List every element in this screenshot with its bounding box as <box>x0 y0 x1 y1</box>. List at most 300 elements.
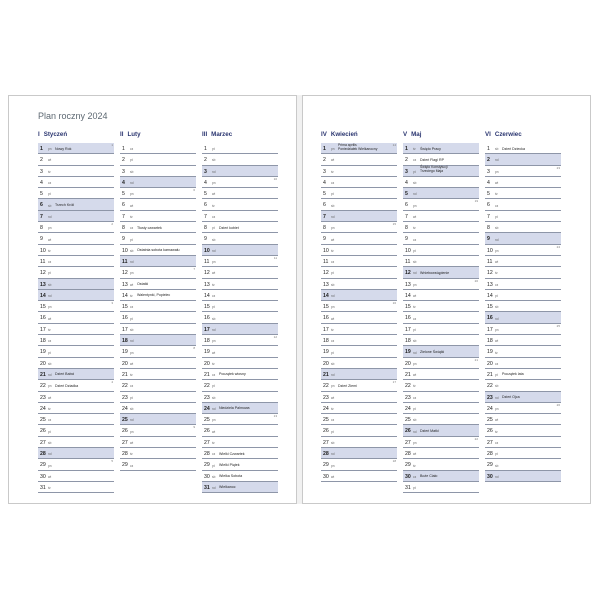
day-row[interactable] <box>202 290 278 301</box>
week-number: 15 <box>392 222 396 227</box>
day-row[interactable] <box>120 233 196 244</box>
day-row[interactable] <box>321 425 397 436</box>
day-row[interactable] <box>403 392 479 403</box>
day-row[interactable] <box>321 437 397 448</box>
day-row[interactable] <box>403 324 479 335</box>
day-number: 20 <box>40 360 46 367</box>
day-row[interactable] <box>202 279 278 290</box>
day-row[interactable] <box>403 233 479 244</box>
day-row[interactable] <box>485 177 561 188</box>
day-number: 27 <box>122 439 128 446</box>
day-note: Dzień Dziecka <box>502 146 525 151</box>
weekday-abbrev: pn <box>130 271 134 276</box>
day-number: 26 <box>204 428 210 435</box>
day-row[interactable] <box>403 482 479 493</box>
day-row[interactable] <box>403 459 479 470</box>
day-number: 15 <box>487 304 493 311</box>
day-row[interactable] <box>321 166 397 177</box>
day-row[interactable] <box>403 267 479 278</box>
weekday-abbrev: sb <box>413 339 417 344</box>
day-number: 11 <box>40 258 46 265</box>
day-row[interactable] <box>485 471 561 482</box>
day-row[interactable] <box>321 448 397 459</box>
day-row[interactable] <box>403 245 479 256</box>
day-row[interactable] <box>38 312 114 323</box>
weekday-abbrev: śr <box>212 361 215 366</box>
left-page <box>8 95 297 504</box>
day-row[interactable] <box>485 188 561 199</box>
day-row[interactable] <box>485 233 561 244</box>
day-row[interactable] <box>403 448 479 459</box>
day-row[interactable] <box>485 380 561 391</box>
day-row[interactable] <box>120 154 196 165</box>
day-row[interactable] <box>38 482 114 493</box>
day-row[interactable] <box>120 267 196 278</box>
day-number: 24 <box>40 405 46 412</box>
weekday-abbrev: sb <box>130 327 134 332</box>
day-row[interactable] <box>321 403 397 414</box>
day-row[interactable] <box>321 222 397 233</box>
day-row[interactable] <box>403 380 479 391</box>
day-row[interactable] <box>38 448 114 459</box>
weekday-abbrev: śr <box>48 327 51 332</box>
day-row[interactable] <box>321 358 397 369</box>
weekday-abbrev: wt <box>48 395 52 400</box>
day-row[interactable] <box>485 335 561 346</box>
day-row[interactable] <box>202 324 278 335</box>
day-row[interactable] <box>321 459 397 470</box>
day-row[interactable] <box>485 392 561 403</box>
day-row[interactable] <box>120 279 196 290</box>
day-row[interactable] <box>485 312 561 323</box>
day-row[interactable] <box>485 358 561 369</box>
week-number: 11 <box>273 255 277 260</box>
day-number: 16 <box>487 315 493 322</box>
weekday-abbrev: śr <box>48 169 51 174</box>
day-row[interactable] <box>38 392 114 403</box>
day-row[interactable] <box>321 211 397 222</box>
day-row[interactable] <box>120 188 196 199</box>
day-row[interactable] <box>485 199 561 210</box>
day-number: 12 <box>40 270 46 277</box>
day-row[interactable] <box>485 222 561 233</box>
day-row[interactable] <box>120 380 196 391</box>
weekday-abbrev: nd <box>413 350 417 355</box>
day-row[interactable] <box>38 380 114 391</box>
day-row[interactable] <box>202 403 278 414</box>
weekday-abbrev: śr <box>212 440 215 445</box>
weekday-abbrev: cz <box>413 316 417 321</box>
day-number: 17 <box>487 326 493 333</box>
day-row[interactable] <box>202 425 278 436</box>
day-row[interactable] <box>202 471 278 482</box>
day-row[interactable] <box>321 267 397 278</box>
weekday-abbrev: cz <box>413 395 417 400</box>
day-row[interactable] <box>403 425 479 436</box>
day-row[interactable] <box>38 154 114 165</box>
day-row[interactable] <box>202 211 278 222</box>
day-row[interactable] <box>321 335 397 346</box>
month-name: Kwiecień <box>330 131 358 138</box>
weekday-abbrev: śr <box>495 271 498 276</box>
day-row[interactable] <box>403 403 479 414</box>
weekday-abbrev: pt <box>495 214 498 219</box>
day-number: 14 <box>122 292 128 299</box>
weekday-abbrev: pt <box>413 327 416 332</box>
day-row[interactable] <box>485 414 561 425</box>
day-number: 10 <box>122 247 128 254</box>
day-row[interactable] <box>120 448 196 459</box>
day-row[interactable] <box>403 369 479 380</box>
weekday-abbrev: pt <box>413 248 416 253</box>
day-number: 3 <box>204 168 207 175</box>
day-row[interactable] <box>321 279 397 290</box>
day-row[interactable] <box>38 403 114 414</box>
day-row[interactable] <box>403 414 479 425</box>
day-row[interactable] <box>38 414 114 425</box>
day-row[interactable] <box>38 459 114 470</box>
day-row[interactable] <box>485 369 561 380</box>
weekday-abbrev: wt <box>48 316 52 321</box>
day-number: 17 <box>122 326 128 333</box>
day-row[interactable] <box>38 233 114 244</box>
day-row[interactable] <box>38 279 114 290</box>
day-number: 7 <box>122 213 125 220</box>
weekday-abbrev: śr <box>130 373 133 378</box>
day-row[interactable] <box>485 166 561 177</box>
day-row[interactable] <box>321 369 397 380</box>
day-row[interactable] <box>403 437 479 448</box>
day-row[interactable] <box>38 199 114 210</box>
day-number: 25 <box>40 417 46 424</box>
day-number: 5 <box>122 191 125 198</box>
day-number: 27 <box>323 439 329 446</box>
day-row[interactable] <box>485 256 561 267</box>
day-row[interactable] <box>485 290 561 301</box>
day-note: Boże Ciało <box>420 474 438 479</box>
day-row[interactable] <box>202 358 278 369</box>
day-row[interactable] <box>485 425 561 436</box>
weekday-abbrev: sb <box>212 316 216 321</box>
day-row[interactable] <box>403 290 479 301</box>
weekday-abbrev: wt <box>331 237 335 242</box>
day-row[interactable] <box>120 256 196 267</box>
day-row[interactable] <box>38 437 114 448</box>
day-row[interactable] <box>403 143 479 154</box>
day-row[interactable] <box>321 392 397 403</box>
day-note: Niedziela Palmowa <box>219 406 250 411</box>
day-note: Początek wiosny <box>219 372 246 377</box>
weekday-abbrev: wt <box>331 395 335 400</box>
day-row[interactable] <box>321 471 397 482</box>
day-note: Dzień kobiet <box>219 225 239 230</box>
day-note: Zielone Świątki <box>420 349 445 354</box>
day-number: 16 <box>323 315 329 322</box>
day-number: 31 <box>40 484 46 491</box>
day-number: 3 <box>487 168 490 175</box>
day-number: 6 <box>487 202 490 209</box>
day-row[interactable] <box>321 346 397 357</box>
day-number: 30 <box>487 473 493 480</box>
day-row[interactable] <box>202 414 278 425</box>
weekday-abbrev: cz <box>495 203 499 208</box>
day-row[interactable] <box>202 256 278 267</box>
day-row[interactable] <box>485 211 561 222</box>
day-number: 21 <box>122 371 128 378</box>
day-row[interactable] <box>120 222 196 233</box>
day-row[interactable] <box>202 143 278 154</box>
week-number: 17 <box>392 380 396 385</box>
day-row[interactable] <box>120 403 196 414</box>
month-roman-numeral: I <box>38 131 40 138</box>
day-row[interactable] <box>403 199 479 210</box>
weekday-abbrev: cz <box>413 237 417 242</box>
day-row[interactable] <box>485 437 561 448</box>
weekday-abbrev: pn <box>495 248 499 253</box>
day-row[interactable] <box>120 346 196 357</box>
day-number: 26 <box>405 428 411 435</box>
weekday-abbrev: cz <box>48 260 52 265</box>
day-row[interactable] <box>485 301 561 312</box>
day-row[interactable] <box>485 267 561 278</box>
weekday-abbrev: nd <box>495 237 499 242</box>
weekday-abbrev: nd <box>48 294 52 299</box>
day-row[interactable] <box>120 199 196 210</box>
day-row[interactable] <box>321 324 397 335</box>
day-number: 22 <box>405 383 411 390</box>
weekday-abbrev: śr <box>495 192 498 197</box>
day-row[interactable] <box>202 369 278 380</box>
weekday-abbrev: śr <box>212 203 215 208</box>
day-number: 25 <box>487 417 493 424</box>
day-row[interactable] <box>403 154 479 165</box>
day-row[interactable] <box>202 335 278 346</box>
day-note: Święto Pracy <box>420 146 441 151</box>
day-number: 28 <box>40 451 46 458</box>
weekday-abbrev: pt <box>413 407 416 412</box>
day-row[interactable] <box>38 301 114 312</box>
day-note: Dzień Flagi RP <box>420 157 444 162</box>
month-name: Marzec <box>211 131 233 138</box>
day-row[interactable] <box>403 358 479 369</box>
weekday-abbrev: pt <box>212 463 215 468</box>
day-number: 17 <box>323 326 329 333</box>
day-row[interactable] <box>202 482 278 493</box>
weekday-abbrev: wt <box>212 350 216 355</box>
day-note: Wielkanoc <box>219 485 236 490</box>
day-row[interactable] <box>202 177 278 188</box>
weekday-abbrev: wt <box>130 282 134 287</box>
day-row[interactable] <box>321 154 397 165</box>
day-row[interactable] <box>202 166 278 177</box>
day-row[interactable] <box>202 346 278 357</box>
day-row[interactable] <box>120 245 196 256</box>
weekday-abbrev: cz <box>130 226 134 231</box>
day-row[interactable] <box>485 154 561 165</box>
weekday-abbrev: nd <box>212 486 216 491</box>
weekday-abbrev: nd <box>130 260 134 265</box>
day-row[interactable] <box>403 222 479 233</box>
day-row[interactable] <box>120 459 196 470</box>
day-row[interactable] <box>38 188 114 199</box>
day-row[interactable] <box>38 369 114 380</box>
day-row[interactable] <box>38 222 114 233</box>
day-row[interactable] <box>202 267 278 278</box>
weekday-abbrev: wt <box>413 294 417 299</box>
day-row[interactable] <box>120 166 196 177</box>
day-row[interactable] <box>120 335 196 346</box>
day-row[interactable] <box>120 414 196 425</box>
day-row[interactable] <box>485 403 561 414</box>
day-row[interactable] <box>485 245 561 256</box>
day-row[interactable] <box>403 301 479 312</box>
day-row[interactable] <box>202 448 278 459</box>
day-row[interactable] <box>202 188 278 199</box>
day-row[interactable] <box>403 211 479 222</box>
day-row[interactable] <box>485 324 561 335</box>
day-row[interactable] <box>202 380 278 391</box>
month-heading <box>202 131 278 143</box>
day-row[interactable] <box>321 290 397 301</box>
day-row[interactable] <box>38 335 114 346</box>
day-row[interactable] <box>120 369 196 380</box>
month-column <box>403 131 479 493</box>
day-row[interactable] <box>38 177 114 188</box>
weekday-abbrev: sb <box>413 260 417 265</box>
day-row[interactable] <box>485 448 561 459</box>
day-row[interactable] <box>321 233 397 244</box>
day-number: 29 <box>204 462 210 469</box>
day-row[interactable] <box>202 245 278 256</box>
day-row[interactable] <box>202 222 278 233</box>
weekday-abbrev: pt <box>212 384 215 389</box>
day-row[interactable] <box>38 425 114 436</box>
weekday-abbrev: pn <box>130 192 134 197</box>
weekday-abbrev: nd <box>48 214 52 219</box>
day-row[interactable] <box>120 437 196 448</box>
day-row[interactable] <box>321 414 397 425</box>
weekday-abbrev: pn <box>212 418 216 423</box>
month-roman-numeral: VI <box>485 131 491 138</box>
day-row[interactable] <box>403 177 479 188</box>
day-row[interactable] <box>38 245 114 256</box>
day-number: 7 <box>487 213 490 220</box>
weekday-abbrev: sb <box>495 463 499 468</box>
day-row[interactable] <box>321 177 397 188</box>
day-row[interactable] <box>120 425 196 436</box>
day-row[interactable] <box>403 335 479 346</box>
day-row[interactable] <box>202 301 278 312</box>
day-row[interactable] <box>120 358 196 369</box>
day-row[interactable] <box>38 290 114 301</box>
day-row[interactable] <box>120 290 196 301</box>
day-row[interactable] <box>321 380 397 391</box>
day-row[interactable] <box>403 346 479 357</box>
day-row[interactable] <box>321 143 397 154</box>
day-row[interactable] <box>120 324 196 335</box>
day-number: 12 <box>323 270 329 277</box>
day-row[interactable] <box>202 154 278 165</box>
day-row[interactable] <box>485 143 561 154</box>
weekday-abbrev: pt <box>331 350 334 355</box>
weekday-abbrev: sb <box>495 226 499 231</box>
day-number: 17 <box>204 326 210 333</box>
day-row[interactable] <box>202 233 278 244</box>
day-number: 9 <box>487 236 490 243</box>
day-number: 22 <box>204 383 210 390</box>
day-row[interactable] <box>403 166 479 177</box>
day-row[interactable] <box>202 392 278 403</box>
day-row[interactable] <box>38 358 114 369</box>
day-row[interactable] <box>38 267 114 278</box>
day-row[interactable] <box>321 256 397 267</box>
weekday-abbrev: wt <box>495 181 499 186</box>
day-row[interactable] <box>321 312 397 323</box>
day-row[interactable] <box>202 437 278 448</box>
day-row[interactable] <box>38 211 114 222</box>
day-row[interactable] <box>38 256 114 267</box>
day-number: 9 <box>323 236 326 243</box>
day-row[interactable] <box>321 245 397 256</box>
day-row[interactable] <box>202 459 278 470</box>
day-row[interactable] <box>403 312 479 323</box>
day-row[interactable] <box>38 324 114 335</box>
weekday-abbrev: pt <box>413 486 416 491</box>
day-row[interactable] <box>38 346 114 357</box>
day-number: 14 <box>405 292 411 299</box>
day-row[interactable] <box>403 188 479 199</box>
day-row[interactable] <box>120 301 196 312</box>
day-number: 19 <box>204 349 210 356</box>
weekday-abbrev: pn <box>495 327 499 332</box>
day-row[interactable] <box>38 471 114 482</box>
day-row[interactable] <box>485 459 561 470</box>
day-row[interactable] <box>321 301 397 312</box>
day-row[interactable] <box>120 211 196 222</box>
weekday-abbrev: sb <box>212 237 216 242</box>
day-row[interactable] <box>202 199 278 210</box>
day-row[interactable] <box>485 346 561 357</box>
day-number: 7 <box>405 213 408 220</box>
day-note: Początek lata <box>502 372 524 377</box>
weekday-abbrev: wt <box>495 418 499 423</box>
day-number: 30 <box>204 473 210 480</box>
day-row[interactable] <box>321 199 397 210</box>
day-number: 13 <box>405 281 411 288</box>
day-row[interactable] <box>38 166 114 177</box>
day-number: 10 <box>323 247 329 254</box>
day-row[interactable] <box>321 188 397 199</box>
day-row[interactable] <box>120 312 196 323</box>
weekday-abbrev: pt <box>130 316 133 321</box>
weekday-abbrev: wt <box>130 203 134 208</box>
day-row[interactable] <box>403 256 479 267</box>
day-note: Ostatnia sobota karnawału <box>137 248 180 253</box>
day-number: 5 <box>40 191 43 198</box>
day-number: 16 <box>405 315 411 322</box>
day-row[interactable] <box>120 392 196 403</box>
day-row[interactable] <box>202 312 278 323</box>
day-row[interactable] <box>38 143 114 154</box>
day-number: 13 <box>40 281 46 288</box>
day-row[interactable] <box>403 279 479 290</box>
day-row[interactable] <box>403 471 479 482</box>
day-row[interactable] <box>120 177 196 188</box>
month-name: Luty <box>127 131 141 138</box>
day-number: 3 <box>122 168 125 175</box>
day-row[interactable] <box>485 279 561 290</box>
day-row[interactable] <box>120 143 196 154</box>
